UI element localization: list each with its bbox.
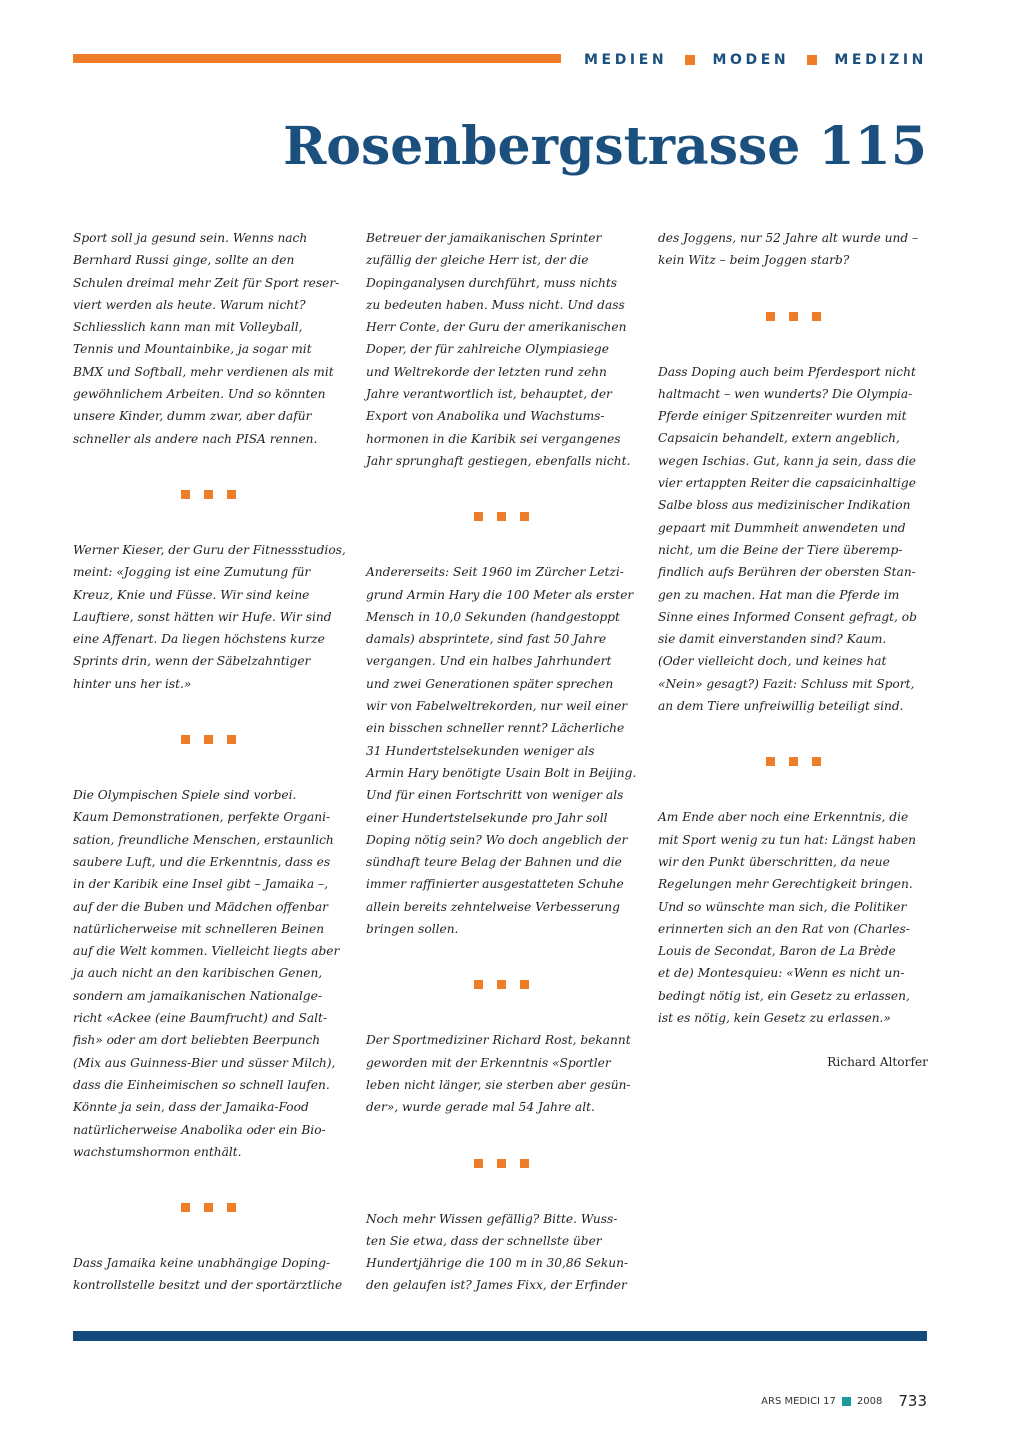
- text-line: hormonen in die Karibik sei vergangenes: [366, 431, 621, 446]
- text-line: Dass Jamaika keine unabhängige Doping-: [73, 1256, 331, 1271]
- text-line: Dass Doping auch beim Pferdesport nicht: [658, 364, 916, 379]
- text-line: Andererseits: Seit 1960 im Zürcher Letzi-: [366, 565, 624, 580]
- text-line: Werner Kieser, der Guru der Fitnessstudios,: [73, 542, 346, 557]
- text-line: hinter uns her ist.»: [73, 676, 192, 691]
- text-line: vier ertappten Reiter die capsaicinhaltige: [658, 476, 916, 491]
- paragraph: [366, 227, 636, 472]
- square-bullet-icon: [766, 757, 775, 766]
- text-line: Doping nötig sein? Wo doch angeblich der: [366, 832, 628, 847]
- text-line: Der Sportmediziner Richard Rost, bekannt: [366, 1033, 631, 1048]
- text-line: vergangen. Und ein halbes Jahrhundert: [366, 654, 612, 669]
- text-line: wir von Fabelweltrekorden, nur weil einer: [366, 699, 628, 714]
- square-bullet-icon: [227, 735, 236, 744]
- text-line: gepaart mit Dummheit anwendeten und: [658, 520, 906, 535]
- text-line: Pferde einiger Spitzenreiter wurden mit: [658, 409, 907, 424]
- text-line: natürlicherweise Anabolika oder ein Bio-: [73, 1122, 326, 1137]
- paragraph: [73, 1252, 343, 1297]
- text-line: findlich aufs Berühren der obersten Stan-: [658, 565, 916, 580]
- paragraph: [658, 227, 928, 272]
- text-line: schneller als andere nach PISA rennen.: [73, 431, 318, 446]
- text-line: in der Karibik eine Insel gibt – Jamaika –,: [73, 877, 328, 892]
- text-line: und Weltrekorde der letzten rund zehn: [366, 364, 607, 379]
- journal-year: 2008: [856, 1395, 883, 1407]
- text-line: damals) absprintete, sind fast 50 Jahre: [366, 632, 607, 647]
- section-separator: [366, 472, 636, 561]
- text-line: dass die Einheimischen so schnell laufen.: [73, 1077, 330, 1092]
- text-line: gen zu machen. Hat man die Pferde im: [658, 587, 900, 602]
- text-line: den gelaufen ist? James Fixx, der Erfinder: [366, 1278, 627, 1293]
- square-bullet-icon: [227, 490, 236, 499]
- square-bullet-icon: [204, 735, 213, 744]
- square-bullet-icon: [497, 1159, 506, 1168]
- text-line: Lauftiere, sonst hätten wir Hufe. Wir sind: [73, 609, 332, 624]
- section-medizin: MEDIZIN: [834, 52, 927, 68]
- section-separator: [73, 1163, 343, 1252]
- square-bullet-icon: [497, 512, 506, 521]
- text-line: fish» oder am dort beliebten Beerpunch: [73, 1033, 321, 1048]
- square-bullet-icon: [842, 1397, 851, 1406]
- section-medien: MEDIEN: [584, 52, 668, 68]
- text-line: wachstumshormon enthält.: [73, 1144, 242, 1159]
- square-bullet-icon: [789, 312, 798, 321]
- page-number: 733: [898, 1392, 927, 1410]
- text-line: Betreuer der jamaikanischen Sprinter: [366, 231, 602, 245]
- square-bullet-icon: [812, 757, 821, 766]
- paragraph: [73, 227, 343, 450]
- text-line: und zwei Generationen später sprechen: [366, 676, 614, 691]
- text-line: kein Witz – beim Joggen starb?: [658, 253, 850, 268]
- section-separator: [73, 695, 343, 784]
- square-bullet-icon: [807, 55, 817, 65]
- text-line: Und für einen Fortschritt von weniger als: [366, 788, 624, 803]
- square-bullet-icon: [812, 312, 821, 321]
- text-line: sondern am jamaikanischen Nationalge-: [73, 988, 322, 1003]
- text-column-1: [73, 227, 346, 1297]
- text-line: ein bisschen schneller rennt? Lächerliche: [366, 721, 625, 736]
- text-line: unsere Kinder, dumm zwar, aber dafür: [73, 409, 312, 424]
- text-line: (Mix aus Guinness-Bier und süsser Milch),: [73, 1055, 336, 1070]
- text-line: et de) Montesquieu: «Wenn es nicht un-: [658, 966, 905, 981]
- text-line: bringen sollen.: [366, 922, 459, 937]
- square-bullet-icon: [520, 1159, 529, 1168]
- text-line: immer raffinierter ausgestatteten Schuhe: [366, 877, 624, 892]
- square-bullet-icon: [204, 1203, 213, 1212]
- text-line: Kreuz, Knie und Füsse. Wir sind keine: [73, 587, 310, 602]
- section-separator: [658, 272, 928, 361]
- paragraph: [73, 784, 343, 1163]
- section-nav: [584, 50, 927, 70]
- text-column-3: [658, 227, 928, 1074]
- paragraph: [658, 806, 928, 1029]
- text-line: sie damit einverstanden sind? Kaum.: [658, 632, 887, 647]
- paragraph: [73, 539, 346, 695]
- square-bullet-icon: [204, 490, 213, 499]
- text-line: viert werden als heute. Warum nicht?: [73, 297, 306, 312]
- text-line: Schliesslich kann man mit Volleyball,: [73, 320, 303, 335]
- text-line: Export von Anabolika und Wachstums-: [366, 409, 605, 424]
- text-line: Und so wünschte man sich, die Politiker: [658, 899, 907, 914]
- text-line: auf die Welt kommen. Vielleicht liegts aber: [73, 944, 340, 959]
- footer: [761, 1390, 927, 1412]
- header-accent-bar: [73, 54, 561, 63]
- text-line: 31 Hundertstelsekunden weniger als: [366, 743, 595, 758]
- text-line: Salbe bloss aus medizinischer Indikation: [658, 498, 911, 513]
- text-line: BMX und Softball, mehr verdienen als mit: [73, 364, 334, 379]
- text-line: Tennis und Mountainbike, ja sogar mit: [73, 342, 312, 357]
- text-line: Doper, der für zahlreiche Olympiasiege: [366, 342, 609, 357]
- footer-rule: [73, 1331, 927, 1341]
- text-line: kontrollstelle besitzt und der sportärztliche: [73, 1278, 343, 1293]
- text-line: einer Hundertstelsekunde pro Jahr soll: [366, 810, 608, 825]
- text-line: Mensch in 10,0 Sekunden (handgestoppt: [366, 609, 620, 624]
- text-line: sündhaft teure Belag der Bahnen und die: [366, 855, 622, 870]
- text-line: der», wurde gerade mal 54 Jahre alt.: [366, 1100, 595, 1115]
- text-column-2: [366, 227, 636, 1297]
- square-bullet-icon: [685, 55, 695, 65]
- text-line: auf der die Buben und Mädchen offenbar: [73, 899, 329, 914]
- section-separator: [73, 450, 343, 539]
- text-line: Die Olympischen Spiele sind vorbei.: [73, 788, 297, 803]
- text-line: nicht, um die Beine der Tiere überemp-: [658, 542, 903, 557]
- text-line: sation, freundliche Menschen, erstaunlich: [73, 832, 334, 847]
- paragraph: [658, 361, 928, 718]
- text-line: meint: «Jogging ist eine Zumutung für: [73, 565, 311, 580]
- square-bullet-icon: [181, 1203, 190, 1212]
- text-line: mit Sport wenig zu tun hat: Längst haben: [658, 832, 917, 847]
- text-line: Hundertjährige die 100 m in 30,86 Sekun-: [366, 1256, 629, 1271]
- text-line: Sinne eines Informed Consent gefragt, ob: [658, 609, 917, 624]
- square-bullet-icon: [227, 1203, 236, 1212]
- paragraph: [366, 1208, 636, 1297]
- text-line: allein bereits zehntelweise Verbesserung: [366, 899, 620, 914]
- text-line: richt «Ackee (eine Baumfrucht) and Salt-: [73, 1011, 328, 1026]
- text-line: wir den Punkt überschritten, da neue: [658, 854, 890, 869]
- square-bullet-icon: [474, 980, 483, 989]
- section-separator: [366, 1119, 636, 1208]
- section-separator: [658, 717, 928, 806]
- square-bullet-icon: [474, 1159, 483, 1168]
- square-bullet-icon: [181, 735, 190, 744]
- text-line: eine Affenart. Da liegen höchstens kurze: [73, 632, 325, 647]
- text-line: natürlicherweise mit schnelleren Beinen: [73, 921, 325, 936]
- text-line: Jahr sprunghaft gestiegen, ebenfalls nicht.: [366, 453, 631, 468]
- text-line: Armin Hary benötigte Usain Bolt in Beijing.: [366, 765, 637, 780]
- text-line: leben nicht länger, sie sterben aber gesün-: [366, 1077, 631, 1092]
- paragraph: [366, 1029, 636, 1118]
- text-line: «Nein» gesagt?) Fazit: Schluss mit Sport,: [658, 676, 915, 691]
- text-line: haltmacht – wen wunderts? Die Olympia-: [658, 386, 913, 401]
- text-line: Louis de Secondat, Baron de La Brède: [658, 944, 896, 959]
- paragraph: [366, 561, 636, 940]
- square-bullet-icon: [789, 757, 798, 766]
- text-line: Bernhard Russi ginge, sollte an den: [73, 253, 295, 268]
- text-line: an dem Tiere unfreiwillig beteiligt sind.: [658, 699, 904, 714]
- square-bullet-icon: [520, 980, 529, 989]
- section-moden: MODEN: [712, 52, 790, 68]
- text-line: geworden mit der Erkenntnis «Sportler: [366, 1055, 611, 1070]
- text-line: grund Armin Hary die 100 Meter als erster: [366, 587, 634, 602]
- text-line: Könnte ja sein, dass der Jamaika-Food: [73, 1100, 309, 1115]
- text-line: gewöhnlichem Arbeiten. Und so könnten: [73, 387, 326, 402]
- square-bullet-icon: [497, 980, 506, 989]
- text-line: wegen Ischias. Gut, kann ja sein, dass die: [658, 453, 916, 468]
- text-line: Am Ende aber noch eine Erkenntnis, die: [658, 810, 909, 825]
- text-line: Kaum Demonstrationen, perfekte Organi-: [73, 810, 331, 825]
- journal-name: ARS MEDICI 17: [761, 1395, 836, 1407]
- page-title: Rosenbergstrasse 115: [283, 116, 927, 177]
- text-line: zu bedeuten haben. Muss nicht. Und dass: [366, 297, 625, 312]
- text-line: ist es nötig, kein Gesetz zu erlassen.»: [658, 1011, 891, 1026]
- text-line: des Joggens, nur 52 Jahre alt wurde und –: [658, 231, 919, 245]
- text-line: Jahre verantwortlich ist, behauptet, der: [366, 387, 612, 402]
- text-line: Capsaicin behandelt, extern angeblich,: [658, 431, 900, 446]
- square-bullet-icon: [520, 512, 529, 521]
- text-line: saubere Luft, und die Erkenntnis, dass es: [73, 854, 331, 869]
- text-line: zufällig der gleiche Herr ist, der die: [366, 253, 589, 268]
- text-line: Dopinganalysen durchführt, muss nichts: [366, 275, 618, 290]
- square-bullet-icon: [766, 312, 775, 321]
- text-line: Herr Conte, der Guru der amerikanischen: [366, 320, 627, 335]
- square-bullet-icon: [181, 490, 190, 499]
- text-line: bedingt nötig ist, ein Gesetz zu erlassen,: [658, 988, 910, 1003]
- text-line: (Oder vielleicht doch, und keines hat: [658, 654, 887, 669]
- text-line: ja auch nicht an den karibischen Genen,: [73, 966, 323, 981]
- text-line: Sprints drin, wenn der Säbelzahntiger: [73, 654, 311, 669]
- text-line: ten Sie etwa, dass der schnellste über: [366, 1233, 602, 1248]
- section-separator: [366, 940, 636, 1029]
- text-line: Sport soll ja gesund sein. Wenns nach: [73, 231, 308, 245]
- author-signature: Richard Altorfer: [827, 1055, 928, 1070]
- text-line: erinnerten sich an den Rat von (Charles-: [658, 921, 910, 936]
- square-bullet-icon: [474, 512, 483, 521]
- text-line: Schulen dreimal mehr Zeit für Sport reser-: [73, 275, 340, 290]
- text-line: Regelungen mehr Gerechtigkeit bringen.: [658, 877, 913, 892]
- text-line: Noch mehr Wissen gefällig? Bitte. Wuss-: [366, 1211, 618, 1226]
